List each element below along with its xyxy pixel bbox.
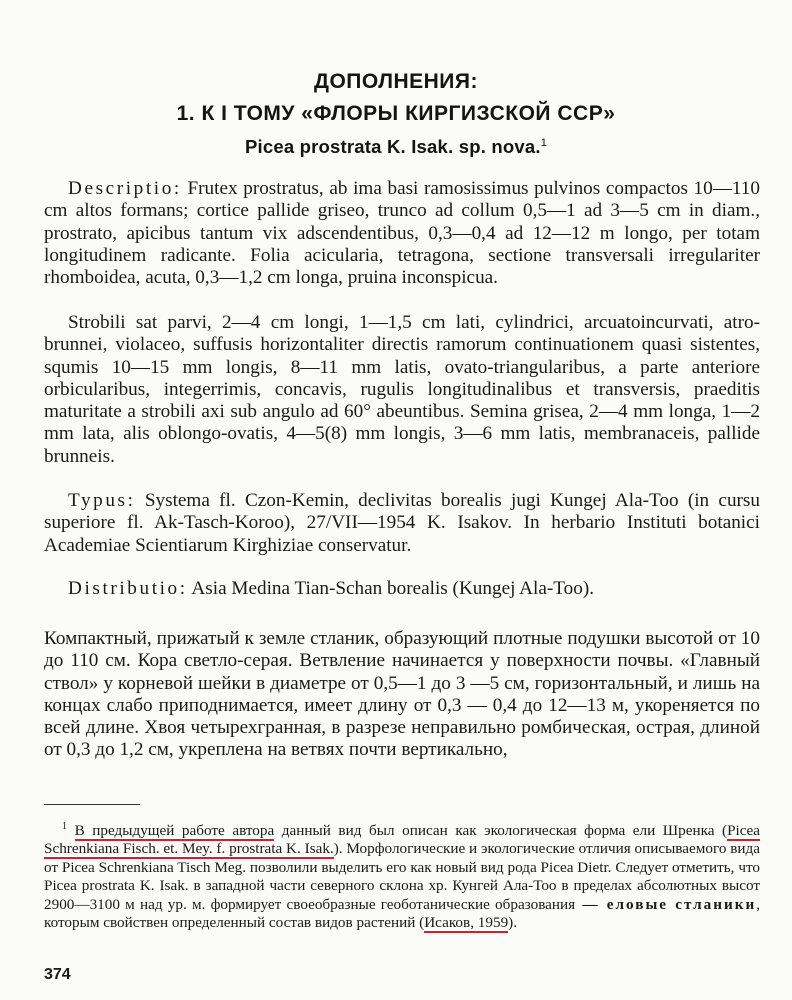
species-name: Picea prostrata K. Isak. sp. nova. <box>244 136 541 157</box>
underlined-reference-3: Исаков, 1959 <box>424 914 509 932</box>
footnote-text-1: данный вид был описан как экологическая форма ели Шренка ( <box>274 822 728 840</box>
footnote-text-4: ). <box>508 914 518 932</box>
distributio-label: Distributio: <box>68 578 188 599</box>
strobili-text: Strobili sat parvi, 2—4 cm longi, 1—1,5 cm lati, cylindrici, arcuatoincurvati, atro-brunnei, violaceo, suffusis horizontaliter directis ramorum continuationem quasi sistentes, squmis 10—15 mm longis, 8—11 mm latis, ovato-triangularibus, a parte anteriore orbicularibus, integerrimis, concavis, rugulis longitudinalibus et transversis, praeditis maturitate a strobili axi sub angulo ad 60° abeuntibus. Semina grisea, 2—4 mm longa, 1—2 mm lata, alis oblongo-ovatis, 4—5(8) mm longis, 3—6 mm latis, membranaceis, pallide brunneis. <box>44 312 760 467</box>
typus-text: Systema fl. Czon-Kemin, declivitas borealis jugi Kungej Ala-Too (in cursu superiore fl. Ak-Tasch-Koroo), 27/VII—1954 K. Isakov. In herbario Instituti botanici Academiae Scientiarum Kirghiziae conservatur. <box>44 490 760 556</box>
footnote <box>44 818 760 933</box>
underlined-reference-1: В предыдущей работе автора <box>74 822 275 840</box>
distributio-text: Asia Medina Tian-Schan borealis (Kungej Ala-Too). <box>187 578 595 599</box>
page-number: 374 <box>44 966 71 983</box>
footnote-divider <box>44 804 140 805</box>
descriptio-label: Descriptio: <box>68 178 182 199</box>
underlined-reference-2: Picea Schrenkiana Fisch. et. Mey. f. prostrata K. Isak. <box>44 822 760 858</box>
footnote-marker: 1 <box>62 821 67 832</box>
footnote-text-3: , которым свойствен определенный состав видов растений ( <box>44 895 760 932</box>
strobili-paragraph <box>44 312 760 468</box>
descriptio-text: Frutex prostratus, ab ima basi ramosissimus pulvinos compactos 10—110 cm altos formans; cortice pallide griseo, trunco ad collum 0,5—1 ad 3—5 cm in diam., prostrato, apicibus tantum vix adscendentibus, 0,3—0,4 ad 12—12 m longo, per totam longitudinem radicante. Folia acicularia, tetragona, sectione transversali irregulariter rhomboidea, acuta, 0,3—1,2 cm longa, pruina inconspicua. <box>44 178 760 289</box>
section-subtitle: 1. К I ТОМУ «ФЛОРЫ КИРГИЗСКОЙ ССР» <box>176 102 616 125</box>
russian-description <box>44 628 760 762</box>
species-heading <box>0 136 792 158</box>
typus-paragraph <box>44 490 760 557</box>
typus-label: Typus: <box>68 490 136 511</box>
section-title: ДОПОЛНЕНИЯ: <box>314 70 478 93</box>
russian-paragraph: Компактный, прижатый к земле стланик, образующий плотные подушки высотой от 10 до 110 см. Кора светло-серая. Ветвление начинается у поверхности почвы. «Главный ствол» у корневой шейки в диаметре от 0,5—1 до 3 —5 см, горизонтальный, и лишь на концах слабо приподнимается, имеет длину от 0,3 — 0,4 до 12—13 м, укореняется по всей длине. Хвоя четырехгранная, в разрезе неправильно ромбическая, острая, длиной от 0,3 до 1,2 см, укреплена на ветвях почти вертикально, <box>44 628 760 761</box>
descriptio-paragraph <box>44 178 760 289</box>
distributio-paragraph <box>44 578 760 600</box>
footnote-ref: 1 <box>540 136 548 149</box>
footnote-text-2: ). Морфологические и экологические отличия описываемого вида от Picea Schrenkiana Tisch Meg. позволили выделить его как новый вид рода Picea Dietr. Следует отметить, что Picea prostrata K. Isak. в западной части северного склона хр. Кунгей Ала-Тоо в пределах абсолютных высот 2900—3100 м над ур. м. формирует своеобразные геоботанические образования <box>44 840 760 913</box>
footnote-emphasis: — еловые стланики <box>575 895 757 913</box>
